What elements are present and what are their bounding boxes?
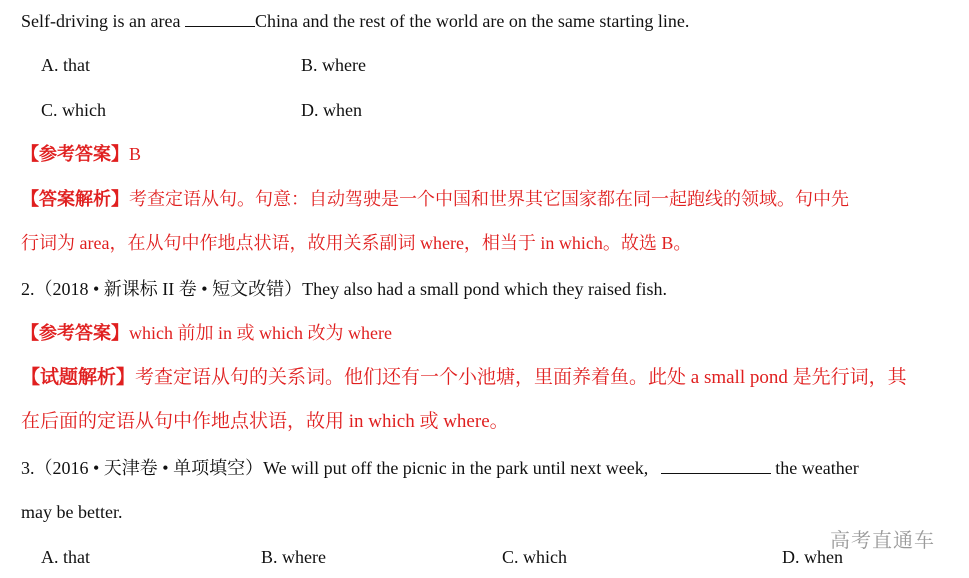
q2-analysis-line1 [21, 366, 907, 390]
q1-analysis-label: 【答案解析】 [21, 189, 129, 209]
q3-option-c: C. which [502, 547, 567, 567]
q3-heading: 3.（2016 • 天津卷 • 单项填空） [21, 458, 264, 478]
q3-option-d: D. when [782, 547, 843, 567]
q1-answer-value: B [129, 144, 142, 164]
q2-analysis-label: 【试题解析】 [21, 367, 136, 388]
q2-answer-label: 【参考答案】 [21, 323, 129, 343]
q2-stem [21, 277, 667, 301]
q2-analysis-text1: 考查定语从句的关系词。他们还有一个小池塘，里面养着鱼。此处 a small pond 是先行词，其 [135, 367, 907, 388]
watermark-text: 高考直通车 [830, 528, 935, 552]
q1-blank [185, 10, 255, 27]
q1-option-c: C. which [41, 100, 106, 120]
q1-option-a: A. that [41, 55, 90, 75]
q2-heading: 2.（2018 • 新课标 II 卷 • 短文改错） [21, 279, 303, 299]
q1-analysis-text1: 考查定语从句。句意：自动驾驶是一个中国和世界其它国家都在同一起跑线的领域。句中先 [129, 189, 849, 209]
q2-answer [21, 321, 392, 345]
q1-analysis-line2: 行词为 area，在从句中作地点状语，故用关系副词 where，相当于 in which。故选 B。 [21, 233, 692, 253]
q1-stem-after: China and the rest of the world are on the same starting line. [254, 11, 690, 31]
q2-sentence: They also had a small pond which they raised fish. [302, 279, 668, 299]
q3-blank [661, 457, 771, 474]
q3-option-a: A. that [41, 547, 90, 567]
q3-stem [21, 456, 859, 480]
q1-stem-before: Self-driving is an area [21, 11, 185, 31]
q3-option-b: B. where [261, 547, 326, 567]
q3-stem-line2: may be better. [21, 502, 123, 522]
q1-analysis-line1 [21, 187, 849, 211]
q1-option-b: B. where [301, 55, 366, 75]
q3-stem-after: the weather [770, 458, 859, 478]
q1-stem [21, 9, 689, 33]
q2-analysis-line2: 在后面的定语从句中作地点状语，故用 in which 或 where。 [21, 411, 509, 432]
q2-answer-value: which 前加 in 或 which 改为 where [129, 323, 392, 343]
q1-answer [21, 142, 141, 166]
q3-stem-before: We will put off the picnic in the park until next week, [263, 458, 653, 478]
q1-answer-label: 【参考答案】 [21, 144, 129, 164]
q1-option-d: D. when [301, 100, 362, 120]
